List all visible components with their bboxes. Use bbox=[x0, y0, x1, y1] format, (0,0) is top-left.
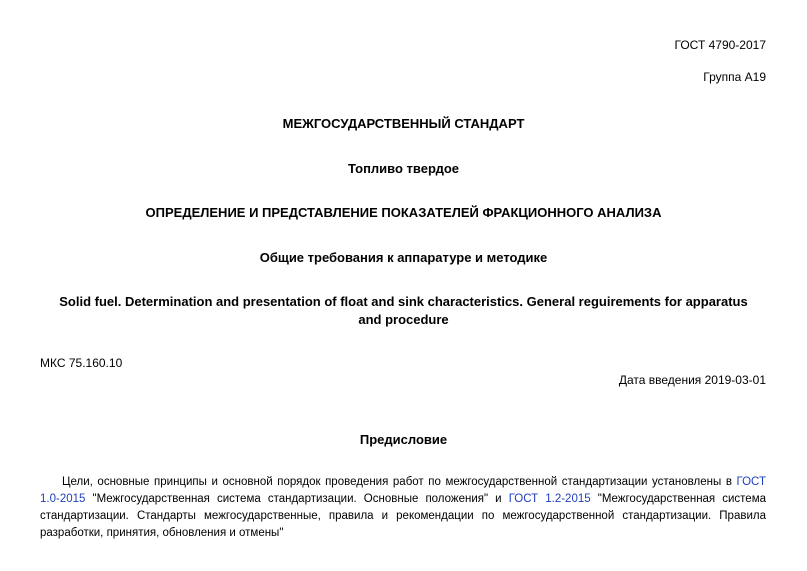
preface-text-part-3: "Межгосударственная система стандартизации. Стандарты межгосударственные, правила и рекомендации по межгосударственной стандартизации. Правила разработки, принятия, обновления и отмены" bbox=[40, 493, 767, 539]
document-group: Группа А19 bbox=[703, 70, 766, 84]
standard-type-heading: МЕЖГОСУДАРСТВЕННЫЙ СТАНДАРТ bbox=[282, 116, 525, 131]
english-title-line-1: Solid fuel. Determination and presentation of float and sink characteristics. General reguirements for apparatus bbox=[59, 294, 748, 309]
mks-code: МКС 75.160.10 bbox=[40, 356, 123, 370]
subtitle: Общие требования к аппаратуре и методике bbox=[259, 250, 548, 265]
main-title: ОПРЕДЕЛЕНИЕ И ПРЕДСТАВЛЕНИЕ ПОКАЗАТЕЛЕЙ ФРАКЦИОННОГО АНАЛИЗА bbox=[145, 205, 662, 220]
preface-paragraph bbox=[40, 474, 766, 542]
gost-1-2-2015-link[interactable]: ГОСТ 1.2-2015 bbox=[508, 493, 591, 505]
english-title-line-2: and procedure bbox=[358, 312, 449, 327]
subject-heading: Топливо твердое bbox=[348, 161, 459, 176]
preface-text-part-2: "Межгосударственная система стандартизации. Основные положения" и bbox=[85, 493, 509, 505]
document-number: ГОСТ 4790-2017 bbox=[674, 38, 766, 52]
gost-1-0-2015-link[interactable]: ГОСТ 1.0-2015 bbox=[40, 476, 766, 505]
preface-heading: Предисловие bbox=[359, 432, 448, 447]
preface-text-part-1: Цели, основные принципы и основной порядок проведения работ по межгосударственной стандартизации установлены в bbox=[62, 476, 737, 488]
introduction-date: Дата введения 2019-03-01 bbox=[618, 373, 766, 387]
